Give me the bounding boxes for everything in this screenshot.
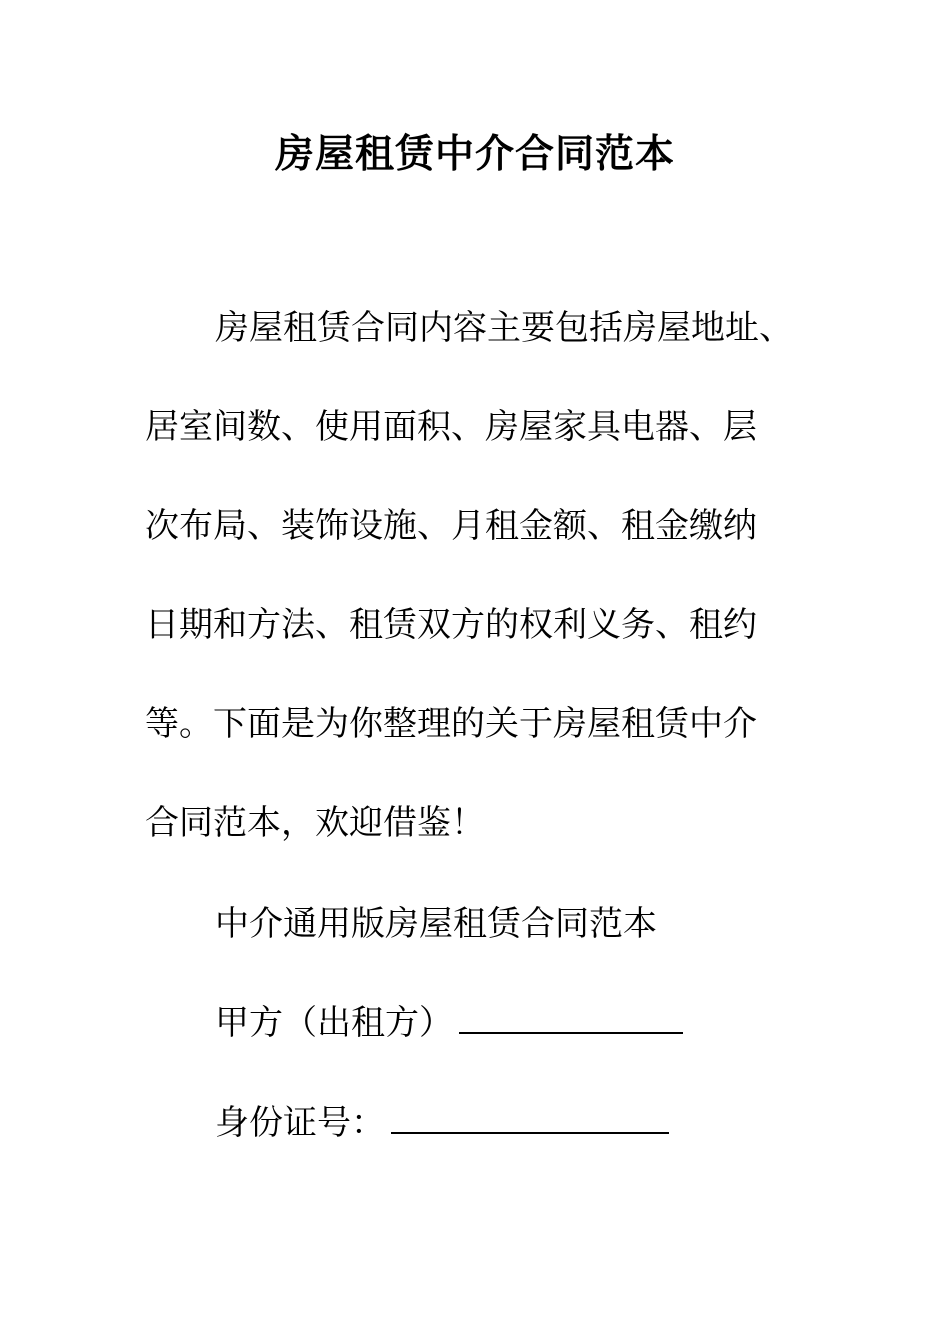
intro-line-3: 次布局、装饰设施、月租金额、租金缴纳 — [145, 506, 757, 546]
contract-heading: 中介通用版房屋租赁合同范本 — [215, 904, 657, 944]
id-number-label: 身份证号： — [215, 1103, 385, 1143]
intro-line-4: 日期和方法、租赁双方的权利义务、租约 — [145, 605, 757, 645]
id-number-blank-line — [391, 1102, 669, 1134]
party-a-blank-line — [459, 1002, 683, 1034]
intro-line-6: 合同范本，欢迎借鉴！ — [145, 803, 485, 843]
id-number-row — [215, 1101, 669, 1145]
intro-line-2: 居室间数、使用面积、房屋家具电器、层 — [145, 407, 757, 447]
intro-line-5: 等。下面是为你整理的关于房屋租赁中介 — [145, 704, 757, 744]
intro-line-1: 房屋租赁合同内容主要包括房屋地址、 — [215, 308, 793, 348]
party-a-label: 甲方（出租方） — [215, 1003, 453, 1043]
party-a-row — [215, 1001, 683, 1045]
document-title: 房屋租赁中介合同范本 — [274, 131, 675, 177]
